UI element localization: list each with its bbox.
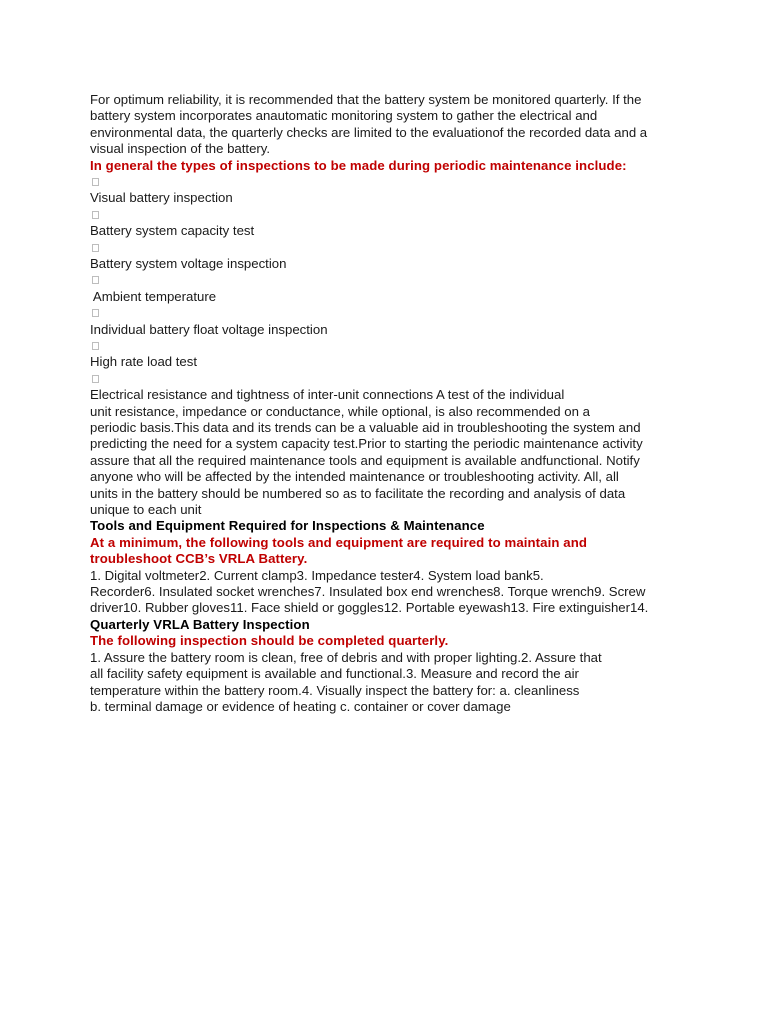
document-page bbox=[90, 92, 690, 715]
quarterly-line: 1. Assure the battery room is clean, free of debris and with proper lighting.2. Assure that bbox=[90, 649, 602, 665]
types-heading: In general the types of inspections to be made during periodic maintenance include: bbox=[90, 157, 627, 173]
intro-line: visual inspection of the battery. bbox=[90, 141, 271, 157]
list-item bbox=[90, 338, 690, 354]
intro-paragraph bbox=[90, 92, 690, 158]
tools-line: driver10. Rubber gloves11. Face shield or goggles12. Portable eyewash13. Fire extinguisher14. bbox=[90, 600, 649, 616]
quarterly-list bbox=[90, 650, 690, 716]
missing-glyph-box-icon bbox=[92, 342, 99, 350]
list-item bbox=[90, 207, 690, 223]
tools-line: Recorder6. Insulated socket wrenches7. Insulated box end wrenches8. Torque wrench9. Screw bbox=[90, 584, 646, 600]
missing-glyph-box-icon bbox=[92, 375, 99, 383]
quarterly-heading: Quarterly VRLA Battery Inspection bbox=[90, 616, 310, 632]
tools-intro bbox=[90, 535, 690, 568]
missing-glyph-box-icon bbox=[92, 178, 99, 186]
resistance-line: Electrical resistance and tightness of inter-unit connections A test of the individual bbox=[90, 387, 565, 403]
list-item-label: Battery system capacity test bbox=[90, 223, 255, 239]
intro-line: For optimum reliability, it is recommended that the battery system be monitored quarterly. If the bbox=[90, 92, 642, 107]
resistance-line: assure that all the required maintenance tools and equipment is available andfunctional. Notify bbox=[90, 452, 640, 468]
quarterly-intro: The following inspection should be completed quarterly. bbox=[90, 633, 449, 649]
resistance-line: periodic basis.This data and its trends can be a valuable aid in troubleshooting the system and bbox=[90, 420, 641, 436]
missing-glyph-box-icon bbox=[92, 309, 99, 317]
missing-glyph-box-icon bbox=[92, 244, 99, 252]
list-item-label: Visual battery inspection bbox=[90, 190, 233, 206]
missing-glyph-box-icon bbox=[92, 211, 99, 219]
tools-intro-line: troubleshoot CCB’s VRLA Battery. bbox=[90, 551, 308, 567]
tools-intro-line: At a minimum, the following tools and equipment are required to maintain and bbox=[90, 534, 588, 550]
list-item-label: Individual battery float voltage inspection bbox=[90, 321, 328, 337]
resistance-paragraph bbox=[90, 387, 690, 518]
list-item-label: Battery system voltage inspection bbox=[90, 256, 287, 272]
missing-glyph-box-icon bbox=[92, 276, 99, 284]
resistance-line: predicting the need for a system capacity test.Prior to starting the periodic maintenance activity bbox=[90, 436, 643, 452]
quarterly-line: all facility safety equipment is available and functional.3. Measure and record the air bbox=[90, 666, 579, 682]
resistance-line: units in the battery should be numbered so as to facilitate the recording and analysis of data bbox=[90, 485, 626, 501]
inspection-list bbox=[90, 174, 690, 387]
list-item bbox=[90, 371, 690, 387]
resistance-line: unit resistance, impedance or conductance, while optional, is also recommended on a bbox=[90, 403, 590, 419]
tools-line: 1. Digital voltmeter2. Current clamp3. Impedance tester4. System load bank5. bbox=[90, 567, 544, 583]
list-item-label: Ambient temperature bbox=[90, 288, 217, 304]
quarterly-line: temperature within the battery room.4. Visually inspect the battery for: a. cleanliness bbox=[90, 682, 580, 698]
intro-line: environmental data, the quarterly checks are limited to the evaluationof the recorded data and a bbox=[90, 124, 648, 140]
resistance-line: unique to each unit bbox=[90, 502, 202, 518]
intro-line: battery system incorporates anautomatic monitoring system to gather the electrical and bbox=[90, 108, 598, 124]
tools-heading: Tools and Equipment Required for Inspections & Maintenance bbox=[90, 518, 485, 534]
list-item bbox=[90, 272, 690, 288]
list-item bbox=[90, 174, 690, 190]
list-item-label: High rate load test bbox=[90, 354, 198, 370]
quarterly-line: b. terminal damage or evidence of heating c. container or cover damage bbox=[90, 698, 511, 714]
list-item bbox=[90, 305, 690, 321]
list-item bbox=[90, 240, 690, 256]
tools-list bbox=[90, 568, 690, 617]
resistance-line: anyone who will be affected by the intended maintenance or troubleshooting activity. All, all bbox=[90, 469, 619, 485]
